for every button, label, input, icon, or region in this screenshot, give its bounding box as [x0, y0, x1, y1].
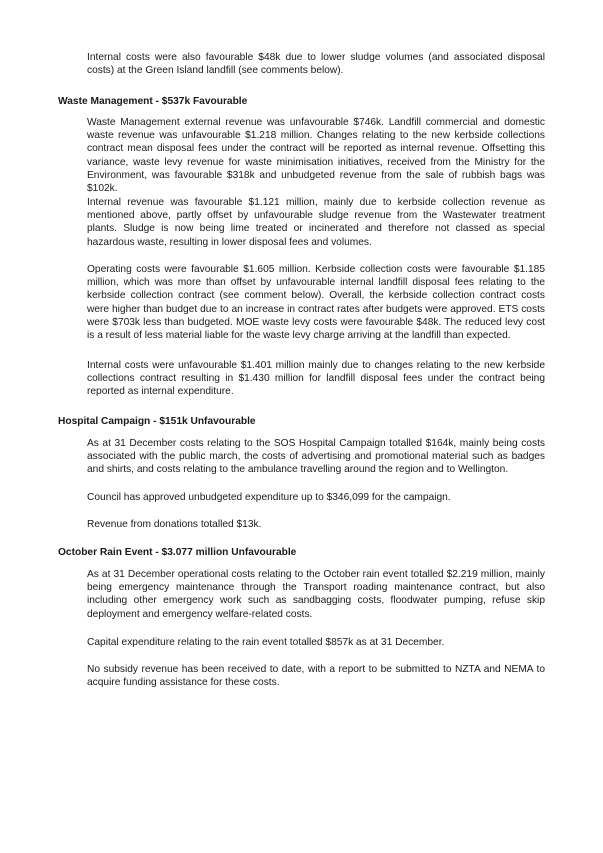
intro-paragraph: Internal costs were also favourable $48k due to lower sludge volumes (and associated disposal costs) at the Green Island landfill (see comments below). [87, 52, 545, 77]
hospital-paragraph-3: Revenue from donations totalled $13k. [87, 519, 262, 530]
hospital-paragraph-2: Council has approved unbudgeted expenditure up to $346,099 for the campaign. [87, 492, 451, 503]
rain-paragraph-1: As at 31 December operational costs relating to the October rain event totalled $2.219 million, mainly being emergency maintenance through the Transport roading maintenance contract, but also including other emergency work such as sandbagging costs, floodwater pumping, refuse skip deployment and emergency welfare-related costs. [87, 569, 545, 620]
hospital-paragraph-1: As at 31 December costs relating to the SOS Hospital Campaign totalled $164k, mainly being costs associated with the public march, the costs of advertising and promotional material such as badges and shirts, and costs relating to the ambulance travelling around the region and to Wellington. [87, 438, 545, 476]
waste-management-heading: Waste Management - $537k Favourable [58, 96, 248, 107]
rain-paragraph-3: No subsidy revenue has been received to date, with a report to be submitted to NZTA and NEMA to acquire funding assistance for these costs. [87, 664, 545, 689]
waste-paragraph-2: Internal revenue was favourable $1.121 million, mainly due to kerbside collection revenue as mentioned above, partly offset by unfavourable sludge revenue from the Wastewater treatment plants. Sludge is now being lime treated or incinerated and therefore not classed as special hazardous waste, resulting in lower disposal fees and volumes. [87, 197, 545, 248]
hospital-campaign-heading: Hospital Campaign - $151k Unfavourable [58, 416, 256, 427]
rain-event-heading: October Rain Event - $3.077 million Unfavourable [58, 547, 297, 558]
rain-paragraph-2: Capital expenditure relating to the rain event totalled $857k as at 31 December. [87, 637, 445, 648]
waste-paragraph-3: Operating costs were favourable $1.605 million. Kerbside collection costs were favourable $1.185 million, which was more than offset by unfavourable internal landfill disposal fees relating to the kerbside collection contract (see comment below). Overall, the kerbside collection contract costs were higher than budget due to an increase in contract rates after budgets were approved. ETS costs were $703k less than budgeted. MOE waste levy costs were favourable $48k. The reduced levy cost is a result of less material liable for the waste levy charge arriving at the landfill than expected. [87, 264, 545, 342]
waste-paragraph-4: Internal costs were unfavourable $1.401 million mainly due to changes relating to the new kerbside collections contract resulting in $1.430 million for landfill disposal fees under the contract being reported as internal expenditure. [87, 360, 545, 398]
waste-paragraph-1: Waste Management external revenue was unfavourable $746k. Landfill commercial and domestic waste revenue was unfavourable $1.218 million. Changes relating to the new kerbside collections contract mean disposal fees under the contract will be reported as internal revenue. Offsetting this variance, waste levy revenue for waste minimisation initiatives, received from the Ministry for the Environment, was favourable $318k and unbudgeted revenue from the sale of rubbish bags was $102k. [87, 117, 545, 195]
